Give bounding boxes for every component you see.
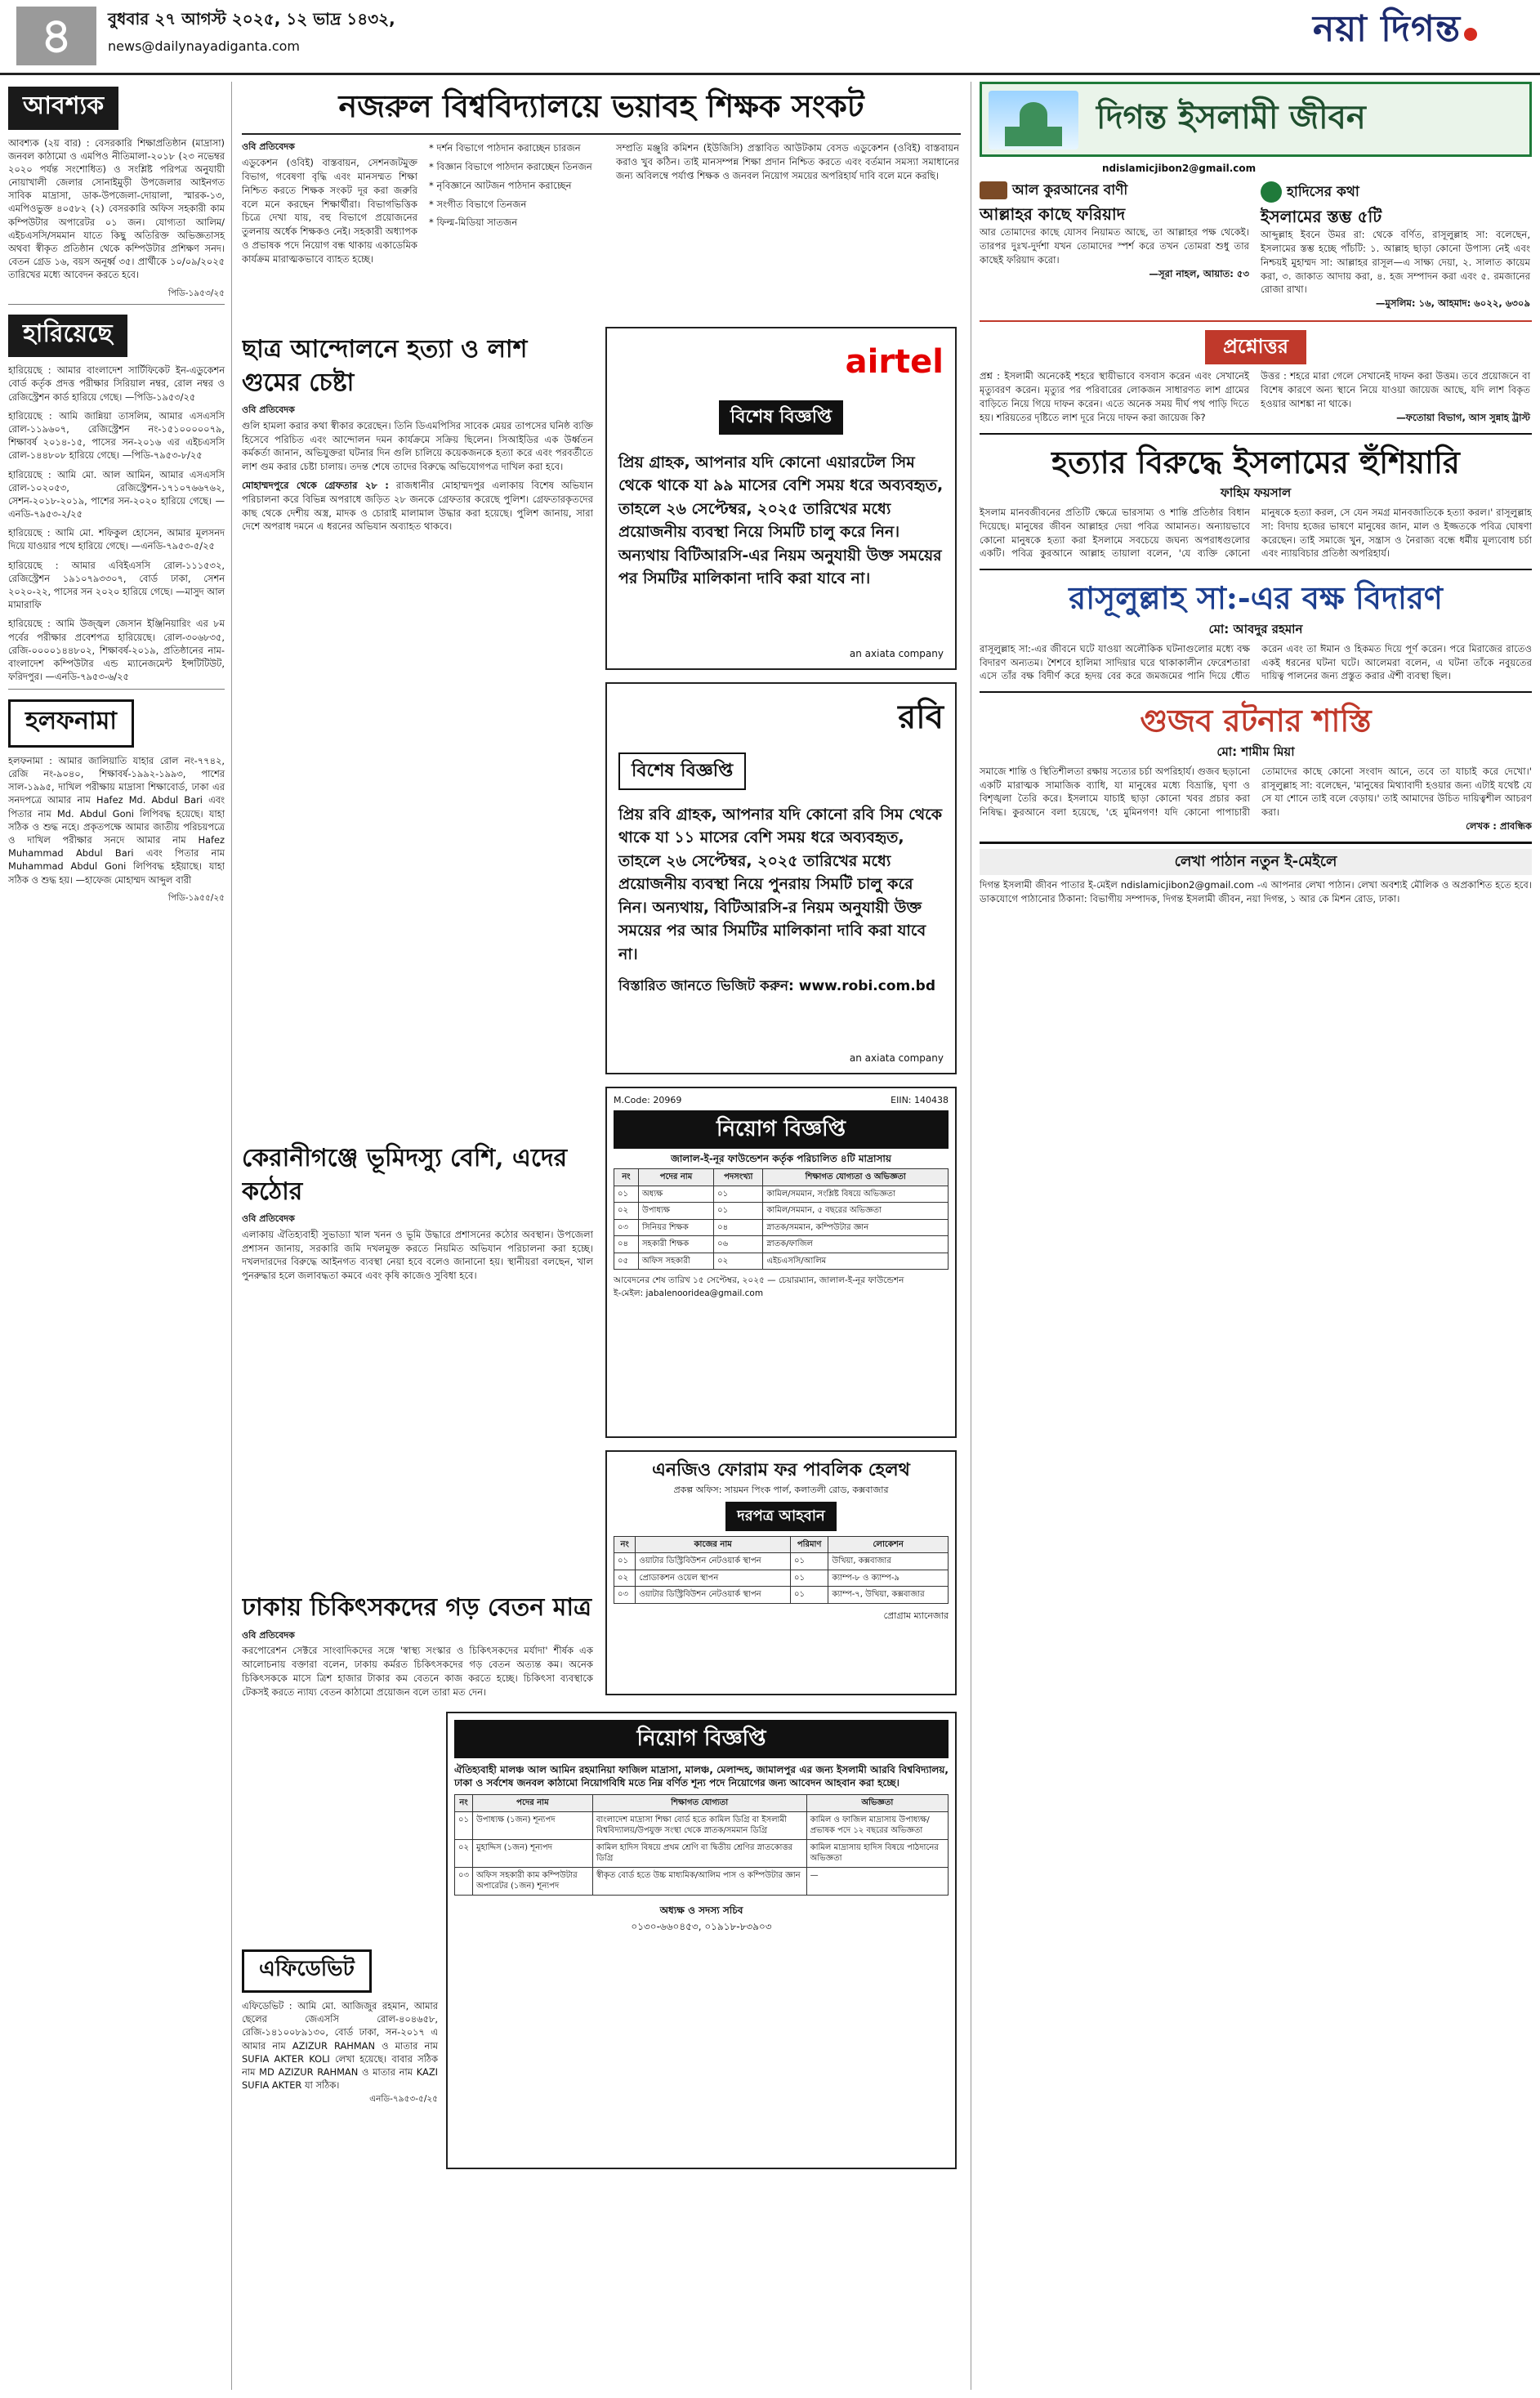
- recruit1-code: M.Code: 20969: [614, 1095, 682, 1105]
- table-cell: ওয়াটার ডিস্ট্রিবিউশন নেটওয়ার্ক স্থাপন: [636, 1587, 791, 1604]
- airtel-ad[interactable]: [605, 327, 957, 670]
- story2-byline: ওবি প্রতিবেদক: [242, 404, 295, 415]
- article3-sign: লেখক : প্রাবন্ধিক: [1466, 819, 1532, 832]
- qa-question: প্রশ্ন : ইসলামী অনেকেই শহরে স্থায়ীভাবে বসবাস করেন এবং সেখানেই মৃত্যুবরণ করেন। মৃত্যুর পর পরিবারের লোকজন সাধারণত লাশ গ্রামের বাড়িতে নিয়ে গিয়ে দাফন করেন। এতে অনেক সময় দীর্ঘ পথ পাড়ি দিতে হয়। শরিয়তের দৃষ্টিতে লাশ দূরে নিয়ে দাফন করা জায়েজ কি?: [980, 370, 1249, 423]
- table-row: [614, 1186, 949, 1203]
- table-cell: ০১: [614, 1553, 636, 1570]
- robi-ad[interactable]: [605, 682, 957, 1074]
- table-cell: অধ্যক্ষ: [638, 1186, 713, 1203]
- table-cell: ০১: [790, 1587, 828, 1604]
- story2-subhead: মোহাম্মদপুরে থেকে গ্রেফতার ২৮ :: [242, 480, 389, 492]
- table-cell: কামিল মাদ্রাসায় হাদিস বিষয়ে পাঠদানের অভিজ্ঞতা: [806, 1839, 948, 1867]
- article2-headline[interactable]: রাসূলুল্লাহ সা:-এর বক্ষ বিদারণ: [1069, 579, 1443, 617]
- lead-story: [242, 141, 961, 266]
- recruit2-chip: দরপত্র আহবান: [725, 1502, 837, 1531]
- robi-body: প্রিয় রবি গ্রাহক, আপনার যদি কোনো রবি সিম থেকে থাকে যা ১১ মাসের বেশি সময় ধরে অব্যবহৃত, তাহলে ২৬ সেপ্টেম্বর, ২০২৫ তারিখের মধ্যে প্রয়োজনীয় ব্যবস্থা নিয়ে পুনরায় সিমটি চালু করে নিন। অন্যথায়, বিটিআরসি-র নিয়ম অনুযায়ী উক্ত সময়ের পর আর সিমটির মালিকানা দাবি করা যাবে না।: [618, 805, 943, 963]
- table-cell: উখিয়া, কক্সবাজার: [828, 1553, 949, 1570]
- submission-box: [980, 842, 1532, 906]
- table-header: অভিজ্ঞতা: [806, 1795, 948, 1812]
- recruit3-intro: ঐতিহ্যবাহী মালঞ্চ আল আমিন রহমানিয়া ফাজিল মাদ্রাসা, মালঞ্চ, মেলান্দহ, জামালপুর এর জন্য ইসলামী আরবি বিশ্ববিদ্যালয়, ঢাকা ও সর্বশেষ জনবল কাঠামো নিয়োগবিধি মতে নিম্ন বর্ণিত শূন্য পদে নিয়োগের জন্য আবেদন আহবান করা হচ্ছে।: [454, 1764, 949, 1789]
- table-cell: প্রোডাকশন ওয়েল স্থাপন: [636, 1570, 791, 1587]
- table-cell: কামিল ও ফাজিল মাদ্রাসায় উপাধ্যক্ষ/প্রভাষক পদে ১২ বছরের অভিজ্ঞতা: [806, 1811, 948, 1839]
- story3-body: এলাকায় ঐতিহ্যবাহী সুভাড্যা খাল খনন ও ভূমি উদ্ধারে প্রশাসনের কঠোর অবস্থান। উপজেলা প্রশাসন জানায়, সরকারি জমি দখলমুক্ত করতে নিয়মিত অভিযান পরিচালনা করা হচ্ছে। দখলদারদের বিরুদ্ধে আইনগত ব্যবস্থা নেয়া হবে বলেও জানানো হয়। স্থানীয়রা বলছেন, খাল পুনরুদ্ধার হলে জলাবদ্ধতা কমবে এবং কৃষি কাজেও সুবিধা হবে।: [242, 1228, 593, 1282]
- affidavit-b-text: এফিডেভিট : আমি মো. আজিজুর রহমান, আমার ছেলের জেএসসি রোল-৪০৪৬৫৮, রেজি-১৪১০০৮৯১৩০, বোর্ড ঢাকা, সন-২০১৭ এ আমার নাম AZIZUR RAHMAN ও মাতার নাম SUFIA AKTER KOLI লেখা হয়েছে। বাবার সঠিক নাম MD AZIZUR RAHMAN ও মাতার নাম KAZI SUFIA AKTER যা সঠিক।: [242, 2000, 438, 2092]
- recruit3-footer: অধ্যক্ষ ও সদস্য সচিব: [659, 1904, 743, 1916]
- newsroom-email[interactable]: news@dailynayadiganta.com: [108, 38, 300, 54]
- story2-body-2: রাজধানীর মোহাম্মদপুর এলাকায় বিশেষ অভিযান পরিচালনা করে বিভিন্ন অপরাধে জড়িত ২৮ জনকে গ্রেফতার করেছে পুলিশ। গ্রেফতারকৃতদের কাছ থেকে দেশীয় অস্ত্র, মাদক ও চোরাই মালামাল উদ্ধার করা হয়েছে। পুলিশ জানায়, সারা দেশে অপরাধ দমনে এ ধরনের অভিযান অব্যাহত থাকবে।: [242, 480, 594, 533]
- table-cell: কামিল হাদিস বিষয়ে প্রথম শ্রেণি বা দ্বিতীয় শ্রেণির স্নাতকোত্তর ডিগ্রি: [592, 1839, 806, 1867]
- story4-byline: ওবি প্রতিবেদক: [242, 1629, 295, 1641]
- airtel-logo: airtel: [845, 343, 944, 381]
- story4-body: করপোরেশন সেক্টরে সাংবাদিকদের সঙ্গে 'স্বাস্থ্য সংস্কার ও চিকিৎসকদের মর্যাদা' শীর্ষক এক আলোচনায় বক্তারা বলেন, ঢাকায় কর্মরত চিকিৎসকদের গড় বেতন অত্যন্ত কম। অনেক চিকিৎসককে মাসে ত্রিশ হাজার টাকার কম বেতনে কাজ করতে হচ্ছে। চিকিৎসা ব্যবস্থাকে টেকসই করতে ন্যায্য বেতন কাঠামো প্রয়োজন বলে তারা মত দেন।: [242, 1645, 593, 1698]
- table-header: শিক্ষাগত যোগ্যতা ও অভিজ্ঞতা: [763, 1169, 949, 1186]
- table-row: [614, 1570, 949, 1587]
- article2-author: মো: আবদুর রহমান: [1208, 621, 1303, 636]
- table-cell: ০৫: [614, 1253, 639, 1270]
- needed-ad: আবশ্যক (২য় বার) : বেসরকারি শিক্ষাপ্রতিষ্ঠান (মাদ্রাসা) জনবল কাঠামো ও এমপিও নীতিমালা-২০১৮ (২৩ নভেম্বর ২০২০ পর্যন্ত সংশোধিত) ও সংশ্লিষ্ট পরিপত্র অনুযায়ী নোয়াখালী জেলার সোনাইমুড়ী উপজেলার আইনগত সাবিক মাদ্রাসা, ডাক-উপজেলা-দোয়ালা, স্মারক-১৩, এমপিওভুক্ত ৪০৫৮২ (২) বেসরকারি অফিস সহকারী কাম কম্পিউটার অপারেটর ০১ জন। যোগ্যতা আলিম/এইচএসসি/সমমান যাতে কিছু অতিরিক্ত অভিজ্ঞতাসহ অথবা স্বীকৃত প্রতিষ্ঠান থেকে কম্পিউটার প্রশিক্ষণ সনদ। বেতন গ্রেড ১৬, বয়স অনূর্ধ্ব ৩৫। প্রার্থীকে ১০/০৯/২০২৫ তারিখের মধ্যে আবেদন করতে হবে।: [8, 136, 225, 281]
- affidavit-b-ref: এনডি-৭৯৫৩-৫/২৫: [369, 2094, 438, 2105]
- table-header: নং: [614, 1536, 636, 1553]
- table-cell: সিনিয়র শিক্ষক: [638, 1219, 713, 1236]
- recruit1-title: নিয়োগ বিজ্ঞপ্তি: [614, 1110, 949, 1149]
- lead-bullet: * বিজ্ঞান বিভাগে পাঠদান করাচ্ছেন তিনজন: [429, 161, 592, 173]
- table-row: [614, 1236, 949, 1253]
- recruit1-email[interactable]: ই-মেইল: jabalenooridea@gmail.com: [614, 1288, 764, 1299]
- lead-col-1: [242, 141, 417, 266]
- quran-head: আল কুরআনের বাণী: [1012, 182, 1128, 199]
- story2-headline[interactable]: ছাত্র আন্দোলনে হত্যা ও লাশ গুমের চেষ্টা: [242, 335, 528, 397]
- lost-item: হারিয়েছে : আমি জান্নিয়া তাসলিম, আমার এসএসসি রোল-১১৯৬০৭, রেজিস্ট্রেশন নং-১৫১০০০০০৭৯, শিক্ষাবর্ষ ২০১৪-১৫, পাসের সন-২০১৬ এর এইচএসসি রোল-১৪৪৮০৮ হারিয়ে গেছে। —পিডি-৭৯৫৩-৮/২৫: [8, 409, 225, 462]
- table-cell: ০৪: [714, 1219, 763, 1236]
- affidavit-b: [242, 1945, 438, 2106]
- table-row: [614, 1587, 949, 1604]
- lost-section-tag: হারিয়েছে: [8, 315, 127, 358]
- quran-hadith-row: [980, 181, 1532, 310]
- left-stories: [242, 327, 593, 534]
- mosque-icon: [989, 91, 1078, 150]
- affidavit-ad-ref: পিডি-১৯৫৫/২৫: [167, 892, 225, 903]
- robi-footer: an axiata company: [849, 1052, 944, 1064]
- story4: [242, 1585, 593, 1699]
- hadith-ref: —মুসলিম: ১৬, আহমাদ: ৬০২২, ৬৩০৯: [1375, 297, 1530, 310]
- recruit2-office: প্রকল্প অফিস: সায়মন পিংক পার্ল, কলাতলী রোড, কক্সবাজার: [673, 1484, 889, 1495]
- qa-ref: —ফতোয়া বিভাগ, আস সুন্নাহ ট্রাস্ট: [1396, 411, 1530, 423]
- article3-headline[interactable]: গুজব রটনার শাস্তি: [1140, 702, 1372, 739]
- table-header: কাজের নাম: [636, 1536, 791, 1553]
- table-row: [455, 1839, 949, 1867]
- table-cell: ০৩: [614, 1587, 636, 1604]
- needed-ad-ref: পিডি-১৯৫৩/২৫: [167, 288, 225, 298]
- lead-col-3: [616, 141, 959, 266]
- lead-body-2: সম্প্রতি মঞ্জুরি কমিশন (ইউজিসি) প্রস্তাবিত আউটকাম বেসড এডুকেশন (ওবিই) বাস্তবায়ন করাও খুব কঠিন। তাই মানসম্পন্ন শিক্ষা প্রদান নিশ্চিত করতে এবং বর্তমান সমস্যা সমাধানের জন্য অবিলম্বে পর্যাপ্ত শিক্ষক ও জনবল নিয়োগ সময়ের অপরিহার্য দাবি বলে মনে করছি।: [616, 142, 959, 181]
- table-header: নং: [614, 1169, 639, 1186]
- lost-list: [8, 364, 225, 683]
- recruit1-table: [614, 1168, 949, 1270]
- table-cell: ০২: [455, 1839, 473, 1867]
- lead-headline[interactable]: নজরুল বিশ্ববিদ্যালয়ে ভয়াবহ শিক্ষক সংকট: [242, 82, 961, 135]
- islamic-life-column: [971, 82, 1532, 2390]
- qa-tag: প্রশ্নোত্তর: [1205, 330, 1306, 364]
- recruit3-phone[interactable]: ০১৩০-৬৬০৪৫৩, ০১৯১৮-৮৩৯০৩: [631, 1921, 772, 1933]
- recruit2-table: [614, 1536, 949, 1604]
- table-cell: ক্যাম্প-৭, উখিয়া, কক্সবাজার: [828, 1587, 949, 1604]
- lost-item: হারিয়েছে : আমি মো. আল আমিন, আমার এসএসসি রোল-১০২০৫৩, রেজিস্ট্রেশন-১৭১০৭৬৬৭৬২, সেশন-২০১৮-২০১৯, পাশের সন-২০২০ হারিয়ে গেছে। —এনডি-৭৯৫৩-২/২৫: [8, 468, 225, 520]
- table-cell: ০১: [790, 1570, 828, 1587]
- table-cell: ০২: [614, 1570, 636, 1587]
- issue-date: বুধবার ২৭ আগস্ট ২০২৫, ১২ ভাদ্র ১৪৩২,: [108, 9, 395, 29]
- robi-chip: বিশেষ বিজ্ঞপ্তি: [618, 752, 746, 790]
- hadith-box: [1261, 181, 1530, 310]
- masthead-dot-icon: [1464, 28, 1477, 41]
- lead-bullet: * সংগীত বিভাগে তিনজন: [429, 198, 527, 210]
- table-cell: মুহাদ্দিস (১জন) শূন্যপদ: [473, 1839, 593, 1867]
- table-cell: সহকারী শিক্ষক: [638, 1236, 713, 1253]
- story3: [242, 1136, 593, 1283]
- table-cell: ০১: [714, 1186, 763, 1203]
- recruit1-footer: আবেদনের শেষ তারিখ ১৫ সেপ্টেম্বর, ২০২৫ — চেয়ারম্যান, জালাল-ই-নূর ফাউন্ডেশন: [614, 1275, 904, 1286]
- table-cell: ক্যাম্প-৮ ও ক্যাম্প-৯: [828, 1570, 949, 1587]
- submission-body: দিগন্ত ইসলামী জীবন পাতার ই-মেইল ndislamicjibon2@gmail.com -এ আপনার লেখা পাঠান। লেখা অবশ্যই মৌলিক ও অপ্রকাশিত হতে হবে। ডাকযোগে পাঠানোর ঠিকানা: বিভাগীয় সম্পাদক, দিগন্ত ইসলামী জীবন, নয়া দিগন্ত, ১ আর কে মিশন রোড, ঢাকা।: [980, 879, 1532, 904]
- airtel-footer: an axiata company: [849, 647, 944, 659]
- lost-item: হারিয়েছে : আমি মো. শফিকুল হোসেন, আমার মূলসনদ দিয়ে যাওয়ার পথে হারিয়ে গেছে। —এনডি-৭৯৫৩-৫/২৫: [8, 527, 225, 552]
- recruit1-eiin: EIIN: 140438: [891, 1095, 949, 1105]
- table-cell: —: [806, 1867, 948, 1895]
- table-cell: স্নাতক/ফাজিল: [763, 1236, 949, 1253]
- robi-link[interactable]: বিস্তারিত জানতে ভিজিট করুন: www.robi.com.bd: [618, 978, 936, 995]
- recruit2-title: এনজিও ফোরাম ফর পাবলিক হেলথ: [652, 1460, 910, 1480]
- table-cell: উপাধ্যক্ষ (১জন) শূন্যপদ: [473, 1811, 593, 1839]
- story3-byline: ওবি প্রতিবেদক: [242, 1213, 295, 1224]
- table-cell: স্বীকৃত বোর্ড হতে উচ্চ মাধ্যমিক/আলিম পাস ও কম্পিউটার জ্ঞান: [592, 1867, 806, 1895]
- table-cell: বাংলাদেশ মাদ্রাসা শিক্ষা বোর্ড হতে কামিল ডিগ্রি বা ইসলামী বিশ্ববিদ্যালয়/উপযুক্ত সংস্থা থেকে স্নাতক/সমমান ডিগ্রি: [592, 1811, 806, 1839]
- story4-headline[interactable]: ঢাকায় চিকিৎসকদের গড় বেতন মাত্র: [242, 1593, 592, 1622]
- airtel-body: প্রিয় গ্রাহক, আপনার যদি কোনো এয়ারটেল সিম থেকে থাকে যা ৯৯ মাসের বেশি সময় ধরে অব্যবহৃত, তাহলে ২৬ সেপ্টেম্বর, ২০২৫ তারিখের মধ্যে প্রয়োজনীয় ব্যবস্থা নিয়ে সিমটি চালু করে নিন। অন্যথায় বিটিআরসি-এর নিয়ম অনুযায়ী উক্ত সময়ের পর সিমটির মালিকানা দাবি করা যাবে না।: [618, 453, 944, 588]
- lead-byline: ওবি প্রতিবেদক: [242, 141, 295, 153]
- article1-headline[interactable]: হত্যার বিরুদ্ধে ইসলামের হুঁশিয়ারি: [1051, 443, 1460, 480]
- table-row: [614, 1253, 949, 1270]
- article1-body: ইসলাম মানবজীবনের প্রতিটি ক্ষেত্রে ভারসাম্য ও শান্তি প্রতিষ্ঠার বিধান দিয়েছে। মানুষের জীবন আল্লাহর দেয়া পবিত্র আমানত। অন্যায়ভাবে কোনো মানুষকে হত্যা করা ইসলামে সবচেয়ে জঘন্য অপরাধগুলোর একটি। পবিত্র কুরআনে আল্লাহ তায়ালা বলেন, 'যে ব্যক্তি কোনো মানুষকে হত্যা করল, সে যেন সমগ্র মানবজাতিকে হত্যা করল।' রাসূলুল্লাহ সা: বিদায় হজের ভাষণে মানুষের জান, মাল ও ইজ্জতকে পবিত্র ঘোষণা করেছেন। তাই সমাজে খুন, সন্ত্রাস ও নৈরাজ্য বন্ধে ধর্মীয় মূল্যবোধ চর্চা এবং ন্যায়বিচার প্রতিষ্ঠা অপরিহার্য।: [980, 507, 1532, 560]
- affidavit-ad: হলফনামা : আমার জালিয়াতি যাহার রোল নং-৭৭৪২, রেজি নং-৯০৪০, শিক্ষাবর্ষ-১৯৯২-১৯৯৩, পাশের সাল-১৯৯৫, দাখিল পরীক্ষায় মাদ্রাসা শিক্ষাবোর্ড, ঢাকা এর সনদপত্রে আমার নাম Hafez Md. Abdul Bari এবং পিতার নাম Md. Abdul Goni লিপিবদ্ধ হয়েছে। যাহা সঠিক ও শুদ্ধ নহে। প্রকৃতপক্ষে আমার জাতীয় পরিচয়পত্রে ও দাখিল পরীক্ষার সনদে আমার নাম Hafez Muhammad Abdul Bari এবং পিতার নাম Muhammad Abdul Goni লিপিবদ্ধ হইয়াছে। যাহা সঠিক ও শুদ্ধ হয়। —হাফেজ মোহাম্মদ আব্দুল বারী: [8, 754, 225, 886]
- article3-author: মো: শামীম মিয়া: [1216, 744, 1295, 759]
- hadith-icon: [1261, 181, 1282, 203]
- table-row: [614, 1553, 949, 1570]
- qa-box: [980, 369, 1532, 424]
- hadith-head: হাদিসের কথা: [1287, 184, 1359, 201]
- table-row: [614, 1203, 949, 1220]
- recruit1-ad: [605, 1087, 957, 1438]
- table-cell: ০৬: [714, 1236, 763, 1253]
- table-cell: ০৪: [614, 1236, 639, 1253]
- table-cell: ০২: [714, 1253, 763, 1270]
- table-row: [614, 1219, 949, 1236]
- story3-headline[interactable]: কেরানীগঞ্জে ভূমিদস্যু বেশি, এদের কঠোর: [242, 1144, 568, 1206]
- islamic-life-title: দিগন্ত ইসলামী জীবন: [1096, 98, 1366, 136]
- affidavit-b-tag: এফিডেভিট: [242, 1949, 372, 1993]
- quran-box: [980, 181, 1249, 310]
- lead-bullet: * দর্শন বিভাগে পাঠদান করাচ্ছেন চারজন: [429, 142, 581, 154]
- table-cell: অফিস সহকারী কাম কম্পিউটার অপারেটর (১জন) শূন্যপদ: [473, 1867, 593, 1895]
- table-cell: কামিল/সমমান, সংশ্লিষ্ট বিষয়ে অভিজ্ঞতা: [763, 1186, 949, 1203]
- table-header: পদের নাম: [638, 1169, 713, 1186]
- table-cell: উপাধ্যক্ষ: [638, 1203, 713, 1220]
- table-cell: এইচএসসি/আলিম: [763, 1253, 949, 1270]
- table-cell: ০১: [455, 1811, 473, 1839]
- table-row: [455, 1867, 949, 1895]
- table-row: [455, 1811, 949, 1839]
- table-cell: স্নাতক/সমমান, কম্পিউটার জ্ঞান: [763, 1219, 949, 1236]
- lost-item: হারিয়েছে : আমার বাংলাদেশ সার্টিফিকেট ইন-এডুকেশন বোর্ড কর্তৃক প্রদত্ত পরীক্ষার সিরিয়াল নম্বর, রোল নম্বর ও রেজিস্ট্রেশন কার্ড হারিয়ে গেছে। —পিডি-১৯৫৩/২৫: [8, 364, 225, 403]
- needed-section-tag: আবশ্যক: [8, 87, 118, 130]
- table-header: পরিমাণ: [790, 1536, 828, 1553]
- affidavit-section-tag: হলফনামা: [8, 699, 134, 748]
- table-header: পদের নাম: [473, 1795, 593, 1812]
- lead-body-1: এডুকেশন (ওবিই) বাস্তবায়ন, সেশনজটমুক্ত বিভাগ, গবেষণা বৃদ্ধি এবং মানসম্মত শিক্ষা নিশ্চিত করতে শিক্ষক সংকট দূর করা জরুরি বলে মনে করছেন শিক্ষার্থীরা। বিভাগভিত্তিক চিত্রে দেখা যায়, বহু বিভাগে প্রয়োজনের তুলনায় অর্ধেক শিক্ষকও নেই। সহকারী অধ্যাপক ও প্রভাষক পদে নিয়োগ বন্ধ থাকায় একাডেমিক কার্যক্রম মারাত্মকভাবে ব্যাহত হচ্ছে।: [242, 157, 417, 265]
- table-header: পদসংখ্যা: [714, 1169, 763, 1186]
- recruit3-table: [454, 1794, 949, 1896]
- recruit2-footer: প্রোগ্রাম ম্যানেজার: [883, 1610, 949, 1621]
- page-number: ৪: [16, 7, 96, 65]
- table-header: লোকেশন: [828, 1536, 949, 1553]
- article1-author: ফাহিম ফয়সাল: [1220, 485, 1292, 500]
- table-cell: ০৩: [614, 1219, 639, 1236]
- table-cell: ০৩: [455, 1867, 473, 1895]
- table-cell: ওয়াটার ডিস্ট্রিবিউশন নেটওয়ার্ক স্থাপন: [636, 1553, 791, 1570]
- table-cell: অফিস সহকারী: [638, 1253, 713, 1270]
- hadith-title: ইসলামের স্তম্ভ ৫টি: [1261, 207, 1382, 227]
- lead-bullet: * নৃবিজ্ঞানে আটজন পাঠদান করাচ্ছেন: [429, 179, 572, 191]
- lead-bullet-list: [429, 141, 605, 230]
- table-cell: কামিল/সমমান, ৫ বছরের অভিজ্ঞতা: [763, 1203, 949, 1220]
- table-cell: ০১: [790, 1553, 828, 1570]
- lost-item: হারিয়েছে : আমার এবিইএসসি রোল-১১১৫৩২, রেজিস্ট্রেশন ১৯১০৭৯৩৩০৭, বোর্ড ঢাকা, সেশন ২০২০-২২, পাসের সন ২০২০ হারিয়ে গেছে। —মাসুদ আল মামারাফি: [8, 559, 225, 611]
- quran-book-icon: [980, 181, 1007, 199]
- quran-ref: —সূরা নাহল, আয়াত: ৫৩: [1149, 267, 1249, 279]
- recruit3-ad: [446, 1712, 957, 2169]
- news-column: [242, 82, 961, 2390]
- islamic-life-email[interactable]: ndislamicjibon2@gmail.com: [1102, 163, 1257, 174]
- page-header: [0, 0, 1540, 75]
- quran-body: আর তোমাদের কাছে যোসব নিয়ামত আছে, তা আল্লাহর পক্ষ থেকেই। তারপর দুঃখ-দুর্দশা যখন তোমাদের স্পর্শ করে তখন তোমরা শুধু তার কাছেই ফরিয়াদ করো।: [980, 226, 1249, 266]
- masthead-logo[interactable]: [1313, 5, 1525, 69]
- lead-bullet: * ফিল্ম-মিডিয়া সাতজন: [429, 217, 518, 229]
- story2-body: গুলি হামলা করার কথা স্বীকার করেছেন। তিনি ডিএমপিসির সাবেক মেয়র তাপসের ঘনিষ্ঠ ব্যক্তি হিসেবে পরিচিত এবং আন্দোলন দমন কার্যক্রমে সক্রিয় ছিলেন। সিআইডির এক উর্ধ্বতন কর্মকর্তা জানান, অভিযুক্তরা ঘটনার দিন গুলি চালিয়ে কয়েকজনকে হত্যা করে এবং পরবর্তীতে লাশ গুম করার চেষ্টা চালায়। তদন্ত শেষে তাদের বিরুদ্ধে অভিযোগপত্র দাখিল করা হবে।: [242, 419, 593, 473]
- article3-body: সমাজে শান্তি ও স্থিতিশীলতা রক্ষায় সত্যের চর্চা অপরিহার্য। গুজব ছড়ানো একটি মারাত্মক সামাজিক ব্যাধি, যা মানুষের মধ্যে বিভ্রান্তি, ঘৃণা ও বিশৃঙ্খলা তৈরি করে। ইসলামে যাচাই ছাড়া কোনো খবর প্রচার করা নিষিদ্ধ। কুরআনে বলা হয়েছে, 'হে মুমিনগণ! যদি কোনো পাপাচারী তোমাদের কাছে কোনো সংবাদ আনে, তবে তা যাচাই করে দেখো।' রাসূলুল্লাহ সা: বলেছেন, 'মানুষের মিথ্যাবাদী হওয়ার জন্য এটাই যথেষ্ট যে সে যা শোনে তাই বলে বেড়ায়।' তাই আমাদের উচিত দায়িত্বশীল আচরণ করা।: [980, 765, 1532, 819]
- classifieds-column: [8, 82, 232, 2390]
- lost-item: হারিয়েছে : আমি উজ্জ্বল জেসান ইঞ্জিনিয়ারিং এর ৮ম পর্বের পরীক্ষার প্রবেশপত্র হারিয়েছে। রোল-৩০৬৮৩৫, রেজি-০০০০১৪৪৮০২, শিক্ষাবর্ষ-২০১৯, প্রতিষ্ঠানের নাম-বাংলাদেশ কম্পিউটার এন্ড ম্যানেজমেন্ট ইন্সটিটিউট, ফরিদপুর। —এনডি-৭৯৫৩-৬/২৫: [8, 618, 225, 683]
- qa-answer: উত্তর : শহরে মারা গেলে সেখানেই দাফন করা উত্তম। তবে প্রয়োজনে বা বিশেষ কারণে অন্য স্থানে নিয়ে যাওয়া জায়েজ আছে, যদি লাশ বিকৃত হওয়ার আশঙ্কা না থাকে।: [1261, 370, 1530, 409]
- quran-title: আল্লাহর কাছে ফরিয়াদ: [980, 204, 1126, 225]
- airtel-chip: বিশেষ বিজ্ঞপ্তি: [719, 400, 843, 435]
- masthead-text: নয়া দিগন্ত: [1313, 8, 1462, 50]
- table-cell: ০১: [714, 1203, 763, 1220]
- table-cell: ০২: [614, 1203, 639, 1220]
- table-cell: ০১: [614, 1186, 639, 1203]
- article2-body: রাসূলুল্লাহ সা:-এর জীবনে ঘটে যাওয়া অলৌকিক ঘটনাগুলোর মধ্যে বক্ষ বিদারণ অন্যতম। শৈশবে হালিমা সাদিয়ার ঘরে থাকাকালীন ফেরেশতারা এসে তাঁর বক্ষ বিদীর্ণ করে হৃদয় বের করে জমজমের পানি দিয়ে ধৌত করেন এবং তা ঈমান ও হিকমত দিয়ে পূর্ণ করেন। পরে মিরাজের রাতেও একই ধরনের ঘটনা ঘটে। আলেমরা বলেন, এ ঘটনা তাঁকে নবুয়তের দায়িত্ব পালনের জন্য প্রস্তুত করার ঐশী ব্যবস্থা ছিল।: [980, 642, 1532, 682]
- table-header: শিক্ষাগত যোগ্যতা: [592, 1795, 806, 1812]
- lead-col-2: [429, 141, 605, 266]
- recruit1-sub: জালাল-ই-নূর ফাউন্ডেশন কর্তৃক পরিচালিত ৪টি মাদ্রাসায়: [671, 1152, 891, 1164]
- table-header: নং: [455, 1795, 473, 1812]
- hadith-body: আব্দুল্লাহ ইবনে উমর রা: থেকে বর্ণিত, রাসূলুল্লাহ সা: বলেছেন, ইসলামের স্তম্ভ হচ্ছে পাঁচটি: ১. আল্লাহ ছাড়া কোনো উপাস্য নেই এবং নিশ্চয়ই মুহাম্মদ সা: আল্লাহর রাসূল—এ সাক্ষ্য দেয়া, ২. সালাত কায়েম করা, ৩. জাকাত আদায় করা, ৪. হজ সম্পাদন করা এবং ৫. রমজানের রোজা রাখা।: [1261, 229, 1530, 296]
- islamic-life-banner: [980, 82, 1532, 157]
- robi-logo: রবি: [898, 699, 944, 736]
- submission-title: লেখা পাঠান নতুন ই-মেইলে: [980, 849, 1532, 875]
- recruit2-ad: [605, 1450, 957, 1695]
- recruit3-title: নিয়োগ বিজ্ঞপ্তি: [454, 1720, 949, 1758]
